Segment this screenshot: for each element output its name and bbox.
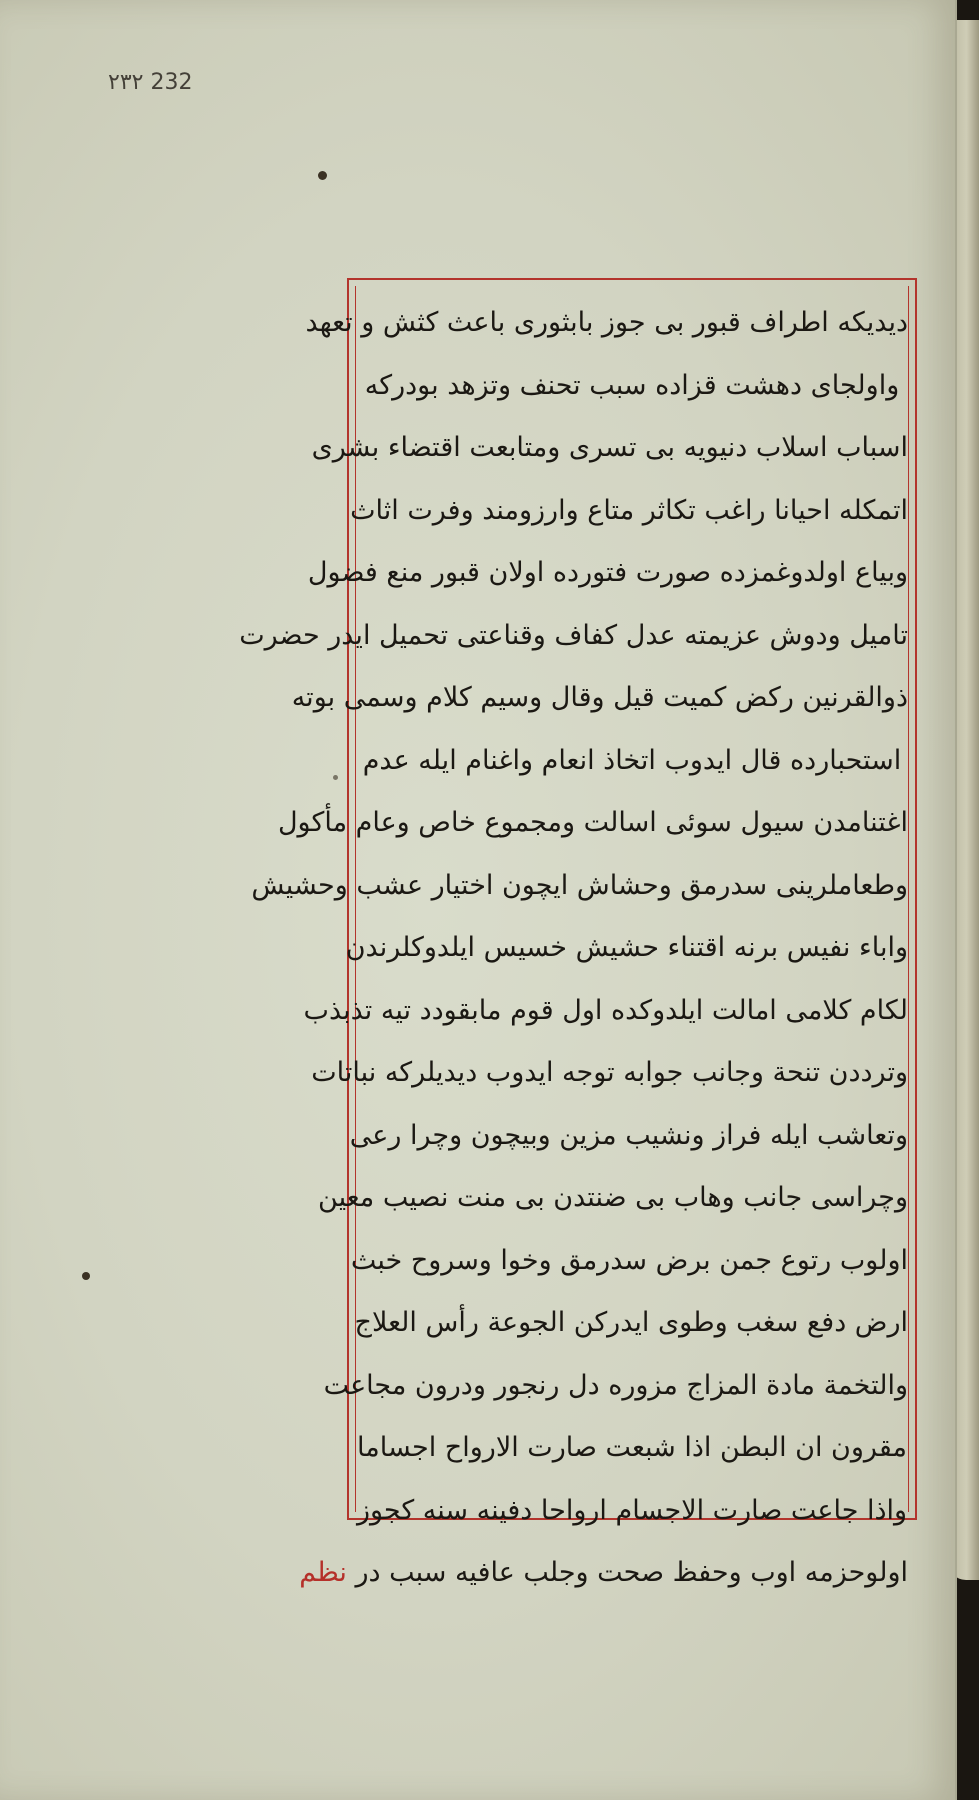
text-line: اغتنامدن سیول سوئی اسالت ومجموع خاص وعام مأکول: [277, 807, 908, 838]
text-line: واولجای دهشت قزاده سبب تحنف وتزهد بودرکه: [364, 369, 900, 401]
text-line: استحبارده قال ایدوب اتخاذ انعام واغنام ایله عدم: [362, 744, 902, 776]
text-line: اسباب اسلاب دنیویه بی تسری ومتابعت اقتضاء بشری: [311, 432, 908, 463]
text-line: تامیل ودوش عزیمته عدل کفاف وقناعتی تحمیل ایدر حضرت: [239, 619, 908, 651]
text-line: لکام کلامی امالت ایلدوکده اول قوم مابقودد تیه تذبذب: [303, 994, 908, 1026]
text-line: دیدیکه اطراف قبور بی جوز بابثوری باعث کثش و تعهد: [305, 307, 908, 338]
text-line: وترددن تنحة وجانب جوابه توجه ایدوب دیدیلرکه نباتات: [311, 1057, 908, 1088]
text-line: واذا جاعت صارت الاجسام ارواحا دفینه سنه کجوز: [356, 1494, 908, 1526]
ink-spot: [318, 171, 327, 180]
ink-spot: [333, 775, 338, 780]
folio-number: ٢٣٢ 232: [108, 70, 193, 95]
text-line: والتخمة مادة المزاج مزوره دل رنجور ودرون مجاعت: [323, 1369, 908, 1401]
text-line: ارض دفع سغب وطوی ایدرکن الجوعة رأس العلاج: [354, 1307, 908, 1338]
text-line: وطعاملرینی سدرمق وحشاش ایچون اختیار عشب وحشیش: [251, 869, 908, 901]
text-line: واباء نفیس برنه اقتناء حشیش خسیس ایلدوکلرندن: [345, 932, 908, 963]
text-block: [239, 292, 908, 1605]
text-line: مقرون ان البطن اذا شبعت صارت الارواح اجساما: [357, 1432, 907, 1463]
text-line: اتمکله احیانا راغب تکاثر متاع وارزومند وفرت اثاث: [350, 494, 908, 526]
text-line: وتعاشب ایله فراز ونشیب مزین وبیچون وچرا رعی: [349, 1119, 908, 1151]
text-line: اولوب رتوع جمن برض سدرمق وخوا وسروح خبث: [350, 1244, 908, 1276]
rubric-word: نظم: [299, 1557, 347, 1588]
ink-spot: [82, 1272, 90, 1280]
text-line: ذوالقرنین رکض کمیت قیل وقال وسیم کلام وسمی بوته: [291, 682, 908, 713]
text-line: اولوحزمه اوب وحفظ صحت وجلب عافیه سبب در نظم: [299, 1557, 908, 1588]
text-line: وچراسی جانب وهاب بی ضنتدن بی منت نصیب معین: [318, 1182, 908, 1213]
text-line: وبیاع اولدوغمزده صورت فتورده اولان قبور منع فضول: [307, 557, 908, 588]
